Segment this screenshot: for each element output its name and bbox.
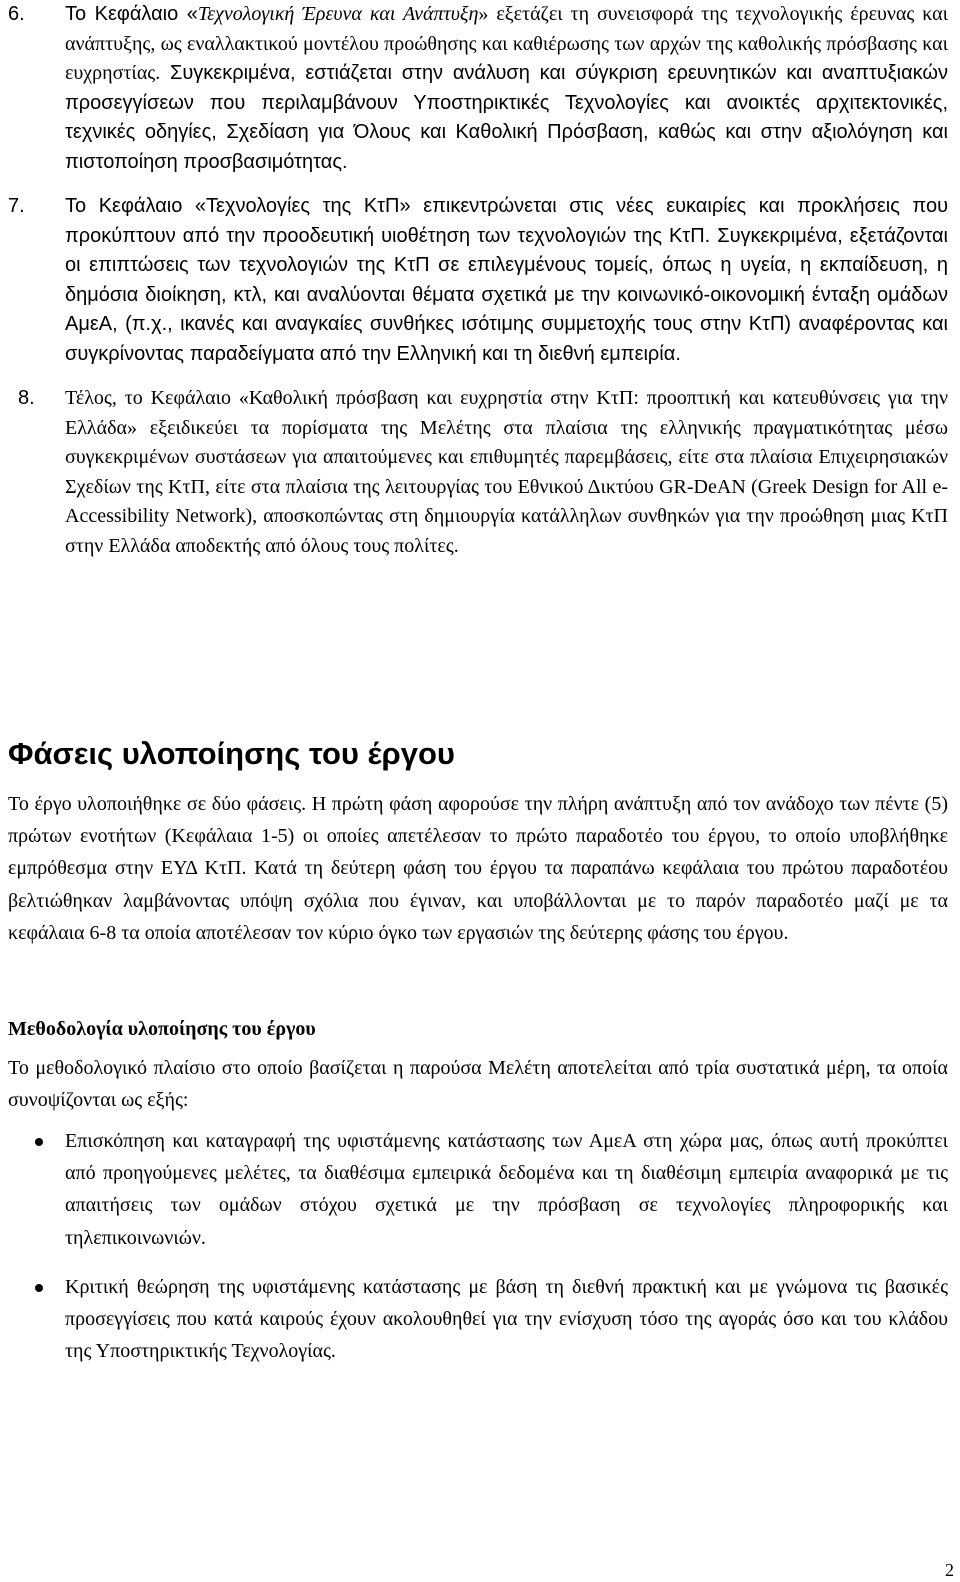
bullet-icon — [8, 1271, 65, 1368]
bullet-icon — [8, 1125, 65, 1254]
list-item-number: 8. — [18, 387, 35, 409]
list-item-text-mid: » εξετάζει τη συνεισφορά της τεχνολογικής έρευνας και ανάπτυξης, ως εναλλακτικού μοντέλου προώθησης και καθιέρωσης των αρχών της καθολικής πρόσβασης και ευχρηστίας. — [65, 3, 948, 84]
list-item — [8, 0, 948, 177]
bullet-text: Επισκόπηση και καταγραφή της υφιστάμενης κατάστασης των ΑμεΑ στη χώρα μας, όπως αυτή προκύπτει από προηγούμενες μελέτες, τα διαθέσιμα εμπειρικά δεδομένα και τη διαθέσιμη εμπειρία αναφορικά με τις απαιτήσεις των ομάδων στόχου σχετικά με την πρόσβαση σε τεχνολογίες πληροφορικής και τηλεπικοινωνιών. — [65, 1130, 948, 1249]
bullet-item — [8, 1125, 948, 1254]
list-item-text-end: Συγκεκριμένα, εστιάζεται στην ανάλυση και σύγκριση ερευνητικών και αναπτυξιακών προσεγγίσεων που περιλαμβάνουν Υποστηρικτικές Τεχνολογίες και ανοικτές αρχιτεκτονικές, τεχνικές οδηγίες, Σχεδίαση για Όλους και Καθολική Πρόσβαση, καθώς και στην αξιολόγηση και πιστοποίηση προσβασιμότητας. — [65, 62, 948, 173]
methodology-paragraph: Το μεθοδολογικό πλαίσιο στο οποίο βασίζεται η παρούσα Μελέτη αποτελείται από τρία συστατικά μέρη, τα οποία συνοψίζονται ως εξής: — [8, 1057, 948, 1112]
methodology-heading: Μεθοδολογία υλοποίησης του έργου — [8, 1018, 316, 1040]
list-item-number: 6. — [8, 3, 25, 25]
list-item — [8, 384, 948, 561]
bullet-text: Κριτική θεώρηση της υφιστάμενης κατάστασης με βάση τη διεθνή πρακτική και με γνώμονα τις βασικές προσεγγίσεις που κατά καιρούς έχουν ακολουθηθεί για την ενίσχυση τόσο της αγοράς όσο και του κλάδου της Υποστηρικτικής Τεχνολογίας. — [65, 1275, 948, 1363]
list-item-text: Τέλος, το Κεφάλαιο «Καθολική πρόσβαση και ευχρηστία στην ΚτΠ: προοπτική και κατευθύνσεις για την Ελλάδα» εξειδικεύει τα πορίσματα της Μελέτης στα πλαίσια της ελληνικής πραγματικότητας μέσω συγκεκριμένων συστάσεων για απαιτούμενες και επιθυμητές παρεμβάσεις, είτε στα πλαίσια Επιχειρησιακών Σχεδίων της ΚτΠ, είτε στα πλαίσια της λειτουργίας του Εθνικού Δικτύου GR-DeAN (Greek Design for All e-Accessibility Network), αποσκοπώντας στη δημιουργία κατάλληλων συνθηκών για την προώθηση μιας ΚτΠ στην Ελλάδα αποδεκτής από όλους τους πολίτες. — [65, 387, 948, 557]
methodology-bullet-list — [8, 1125, 948, 1384]
phases-paragraph: Το έργο υλοποιήθηκε σε δύο φάσεις. Η πρώτη φάση αφορούσε την πλήρη ανάπτυξη από τον ανάδοχο των πέντε (5) πρώτων ενοτήτων (Κεφάλαια 1-5) οι οποίες απετέλεσαν το πρώτο παραδοτέο του έργου, το οποίο υποβλήθηκε εμπρόθεσμα στην ΕΥΔ ΚτΠ. Κατά τη δεύτερη φάση του έργου τα παραπάνω κεφάλαια του πρώτου παραδοτέου βελτιώθηκαν λαμβάνοντας υπόψη σχόλια που έγιναν, και υποβάλλονται με το παρόν παραδοτέο μαζί με τα κεφάλαια 6-8 τα οποία αποτέλεσαν τον κύριο όγκο των εργασιών της δεύτερης φάσης του έργου. — [8, 793, 948, 944]
bullet-item — [8, 1271, 948, 1368]
list-item-text-start: Το Κεφάλαιο « — [65, 3, 198, 25]
page-number: 2 — [945, 1560, 954, 1580]
list-item-text — [65, 0, 948, 177]
section-heading: Φάσεις υλοποίησης του έργου — [8, 736, 455, 771]
list-item — [8, 192, 948, 369]
list-item-text: Το Κεφάλαιο «Τεχνολογίες της ΚτΠ» επικεντρώνεται στις νέες ευκαιρίες και προκλήσεις που προκύπτουν από την προοδευτική υιοθέτηση των τεχνολογιών της ΚτΠ. Συγκεκριμένα, εξετάζονται οι επιπτώσεις των τεχνολογιών της ΚτΠ σε επιλεγμένους τομείς, όπως η υγεία, η εκπαίδευση, η δημόσια διοίκηση, κτλ, και αναλύονται θέματα σχετικά με την κοινωνικό-οικονομική ένταξη ομάδων ΑμεΑ, (π.χ., ικανές και αναγκαίες συνθήκες ισότιμης συμμετοχής τους στην ΚτΠ) αναφέροντας και συγκρίνοντας παραδείγματα από την Ελληνική και τη διεθνή εμπειρία. — [65, 195, 948, 365]
list-item-number: 7. — [8, 195, 25, 217]
chapter-title-italic: Τεχνολογική Έρευνα και Ανάπτυξη — [197, 3, 479, 25]
numbered-chapter-list — [8, 0, 948, 576]
